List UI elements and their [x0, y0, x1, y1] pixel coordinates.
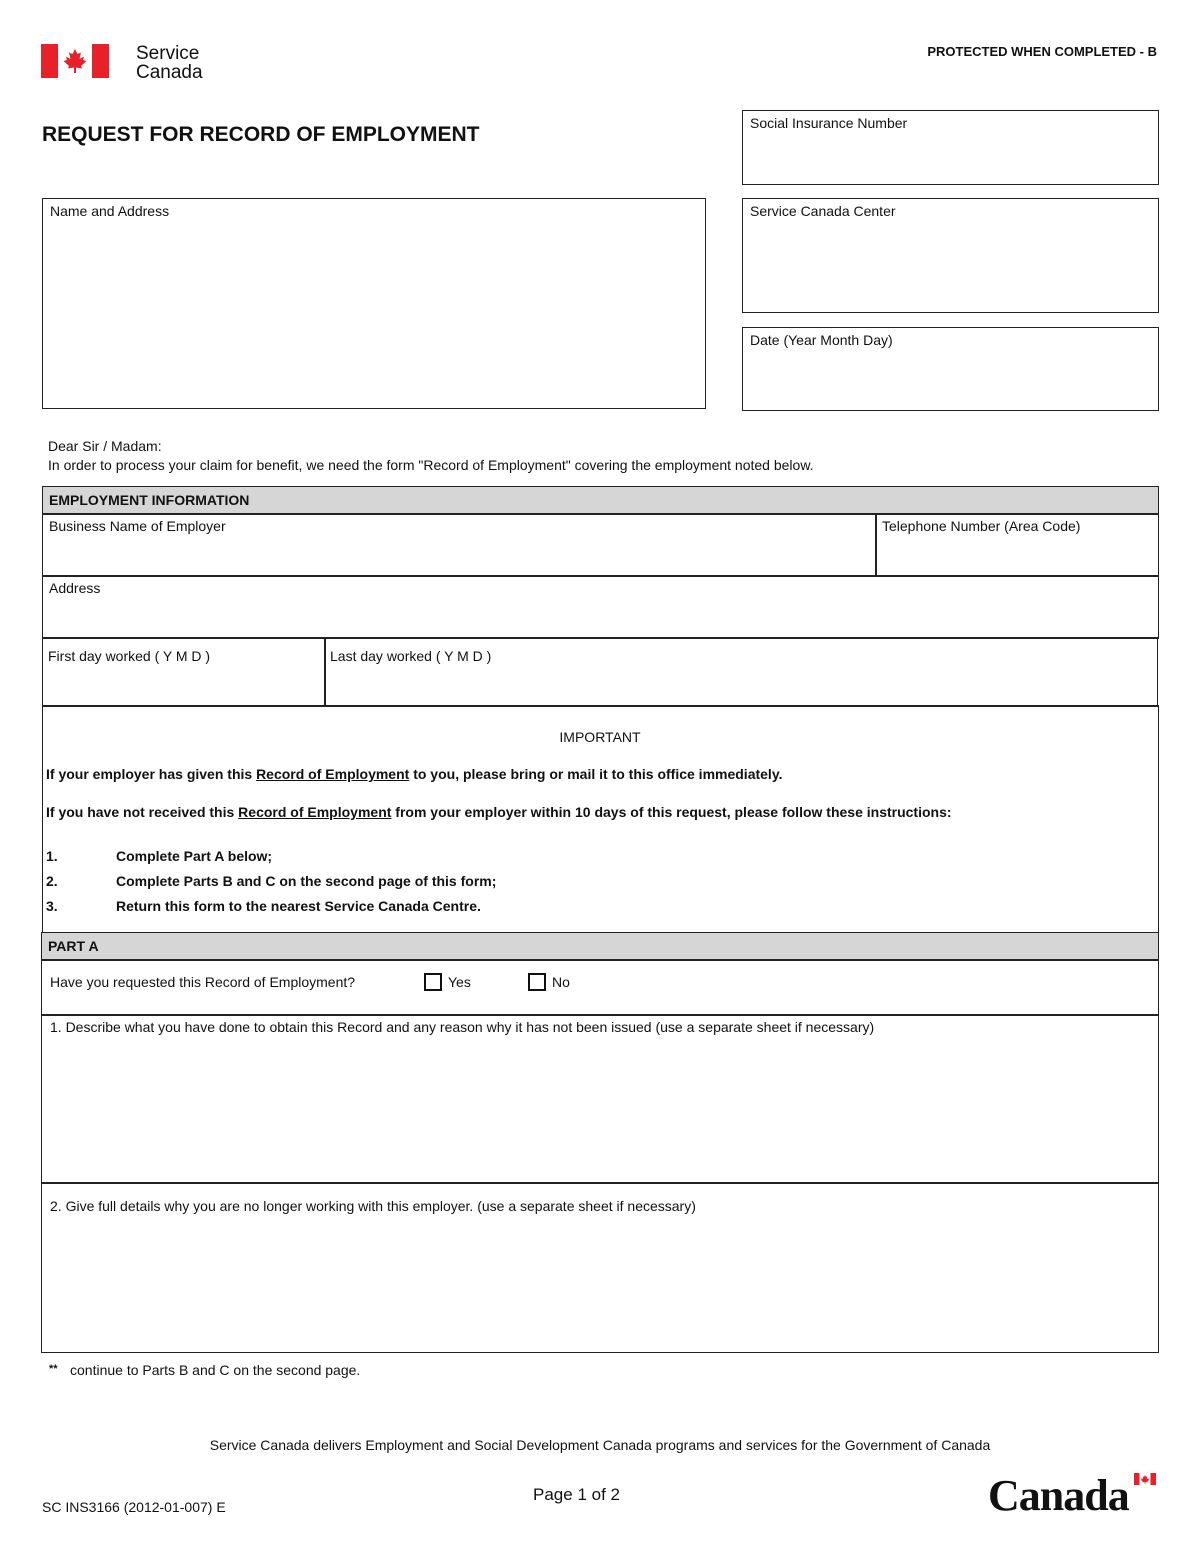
footer-tagline: Service Canada delivers Employment and Social Development Canada programs and services for the Government of Canada: [209, 1437, 991, 1453]
department-name-line1: Service: [136, 43, 200, 64]
wordmark-text: Canada: [988, 1471, 1129, 1520]
requested-question-row: [41, 959, 1159, 1016]
important-section: [42, 705, 1159, 934]
continue-marker: **: [49, 1363, 58, 1375]
yes-checkbox[interactable]: [424, 973, 442, 991]
instruction-step-text: Complete Parts B and C on the second page of this form;: [116, 873, 497, 889]
describe-field[interactable]: [41, 1014, 1159, 1184]
instruction-step-text: Return this form to the nearest Service Canada Centre.: [116, 898, 481, 914]
wordmark-flag-icon: [1134, 1472, 1156, 1484]
page-number: Page 1 of 2: [533, 1485, 620, 1504]
no-checkbox[interactable]: [528, 973, 546, 991]
name-address-field[interactable]: [42, 198, 706, 409]
first-day-label: First day worked ( Y M D ): [48, 648, 211, 664]
name-address-label: Name and Address: [50, 203, 170, 219]
department-name-line2: Canada: [136, 62, 203, 83]
first-day-field[interactable]: [42, 637, 326, 707]
instruction-step: 1.: [46, 848, 58, 864]
important-heading: IMPORTANT: [559, 729, 641, 745]
sin-field[interactable]: [742, 110, 1159, 185]
no-label: No: [552, 974, 570, 990]
continue-note: continue to Parts B and C on the second page.: [70, 1362, 361, 1378]
employer-address-field[interactable]: [42, 575, 1159, 639]
instruction-step: 3.: [46, 898, 58, 914]
reason-label: 2. Give full details why you are no longer working with this employer. (use a separate sheet if necessary): [50, 1198, 696, 1214]
yes-label: Yes: [448, 974, 471, 990]
employer-address-label: Address: [49, 580, 101, 596]
last-day-field[interactable]: [324, 637, 1158, 707]
employment-info-header: EMPLOYMENT INFORMATION: [42, 486, 1159, 515]
instruction-step: 2.: [46, 873, 58, 889]
canada-flag-icon: [41, 44, 109, 78]
business-name-field[interactable]: [42, 513, 877, 577]
telephone-label: Telephone Number (Area Code): [882, 518, 1081, 534]
sin-label: Social Insurance Number: [750, 115, 908, 131]
reason-field[interactable]: [41, 1182, 1159, 1353]
describe-label: 1. Describe what you have done to obtain this Record and any reason why it has not been issued (use a separate sheet if necessary): [50, 1019, 875, 1035]
service-center-field[interactable]: [742, 198, 1159, 313]
form-title: REQUEST FOR RECORD OF EMPLOYMENT: [42, 123, 480, 146]
telephone-field[interactable]: [875, 513, 1159, 577]
roe-link-1: Record of Employment: [256, 766, 410, 782]
intro-text: In order to process your claim for benefit, we need the form "Record of Employment" covering the employment noted below.: [48, 457, 814, 473]
salutation: Dear Sir / Madam:: [48, 438, 162, 454]
part-a-header: PART A: [41, 932, 1159, 961]
requested-question: Have you requested this Record of Employment?: [50, 974, 356, 990]
protected-label: PROTECTED WHEN COMPLETED - B: [927, 44, 1157, 59]
important-line1: If your employer has given this Record of Employment to you, please bring or mail it to this office immediately.: [46, 766, 783, 782]
instruction-step-text: Complete Part A below;: [116, 848, 273, 864]
last-day-label: Last day worked ( Y M D ): [330, 648, 492, 664]
roe-link-2: Record of Employment: [238, 804, 392, 820]
business-name-label: Business Name of Employer: [49, 518, 226, 534]
date-field[interactable]: [742, 327, 1159, 411]
service-center-label: Service Canada Center: [750, 203, 896, 219]
canada-wordmark: [988, 1470, 1160, 1518]
form-code: SC INS3166 (2012-01-007) E: [42, 1499, 226, 1515]
important-line2: If you have not received this Record of Employment from your employer within 10 days of this request, please follow these instructions:: [46, 804, 952, 820]
date-label: Date (Year Month Day): [750, 332, 893, 348]
